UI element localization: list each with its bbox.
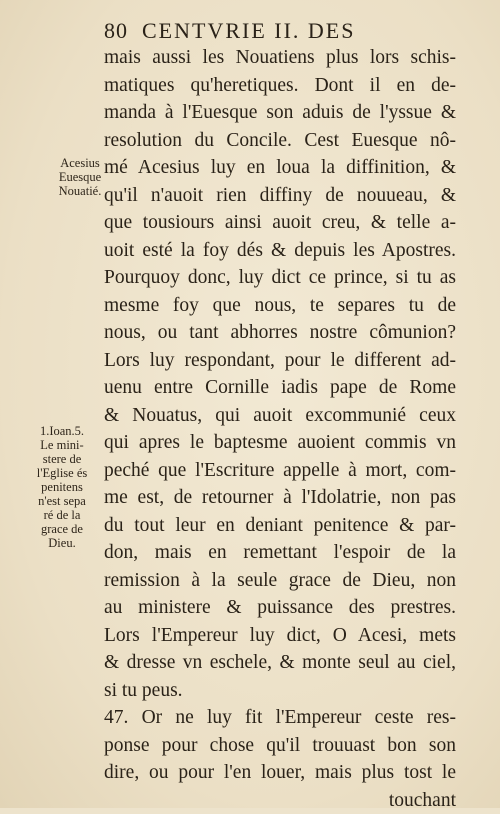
margin-note-line: n'est sepa <box>22 494 102 508</box>
page-header <box>104 18 444 44</box>
text-line: que tousiours ainsi auoit creu, & telle a- <box>104 209 456 237</box>
text-line: mais aussi les Nouatiens plus lors schis- <box>104 44 456 72</box>
text-line: du tout leur en deniant penitence & par- <box>104 512 456 540</box>
margin-note-line: ré de la <box>22 508 102 522</box>
page-number: 80 <box>104 18 128 44</box>
margin-note-line: Dieu. <box>22 536 102 550</box>
text-line: uenu entre Cornille iadis pape de Rome <box>104 374 456 402</box>
text-line: ponse pour chose qu'il trouuast bon son <box>104 732 456 760</box>
text-line: uoit esté la foy dés & depuis les Apostres. <box>104 237 456 265</box>
text-line: & dresse vn eschele, & monte seul au ciel, <box>104 649 456 677</box>
catchword: touchant <box>104 787 456 814</box>
margin-note-line: Le mini- <box>22 438 102 452</box>
text-line: peché que l'Escriture appelle à mort, com- <box>104 457 456 485</box>
text-line: Pourquoy donc, luy dict ce prince, si tu as <box>104 264 456 292</box>
text-line: remission à la seule grace de Dieu, non <box>104 567 456 595</box>
margin-note-line: stere de <box>22 452 102 466</box>
text-line: qui apres le baptesme auoient commis vn <box>104 429 456 457</box>
margin-note-line: Nouatié. <box>58 184 102 198</box>
text-line: si tu peus. <box>104 677 456 705</box>
margin-note-line: Acesius <box>58 156 102 170</box>
text-line: dire, ou pour l'en louer, mais plus tost le <box>104 759 456 787</box>
margin-note-line: grace de <box>22 522 102 536</box>
running-title: CENTVRIE II. DES <box>142 18 355 44</box>
text-line: don, mais en remettant l'espoir de la <box>104 539 456 567</box>
text-line: qu'il n'auoit rien diffiny de nouueau, & <box>104 182 456 210</box>
margin-note-acesius <box>58 156 102 198</box>
margin-note-line: 1.Ioan.5. <box>22 424 102 438</box>
margin-note-line: l'Eglise és <box>22 466 102 480</box>
text-line: Lors l'Empereur luy dict, O Acesi, mets <box>104 622 456 650</box>
text-line: mesme foy que nous, te separes tu de <box>104 292 456 320</box>
text-line: 47. Or ne luy fit l'Empereur ceste res- <box>104 704 456 732</box>
margin-note-ioan <box>22 424 102 550</box>
text-line: au ministere & puissance des prestres. <box>104 594 456 622</box>
text-line: me est, de retourner à l'Idolatrie, non pas <box>104 484 456 512</box>
margin-note-line: Euesque <box>58 170 102 184</box>
text-line: & Nouatus, qui auoit excommunié ceux <box>104 402 456 430</box>
text-line: nous, ou tant abhorres nostre cômunion? <box>104 319 456 347</box>
body-text <box>104 44 456 814</box>
text-line: Lors luy respondant, pour le different ad- <box>104 347 456 375</box>
text-line: resolution du Concile. Cest Euesque nô- <box>104 127 456 155</box>
text-line: mé Acesius luy en loua la diffinition, & <box>104 154 456 182</box>
text-line: manda à l'Euesque son aduis de l'yssue & <box>104 99 456 127</box>
text-line: matiques qu'heretiques. Dont il en de- <box>104 72 456 100</box>
margin-note-line: penitens <box>22 480 102 494</box>
